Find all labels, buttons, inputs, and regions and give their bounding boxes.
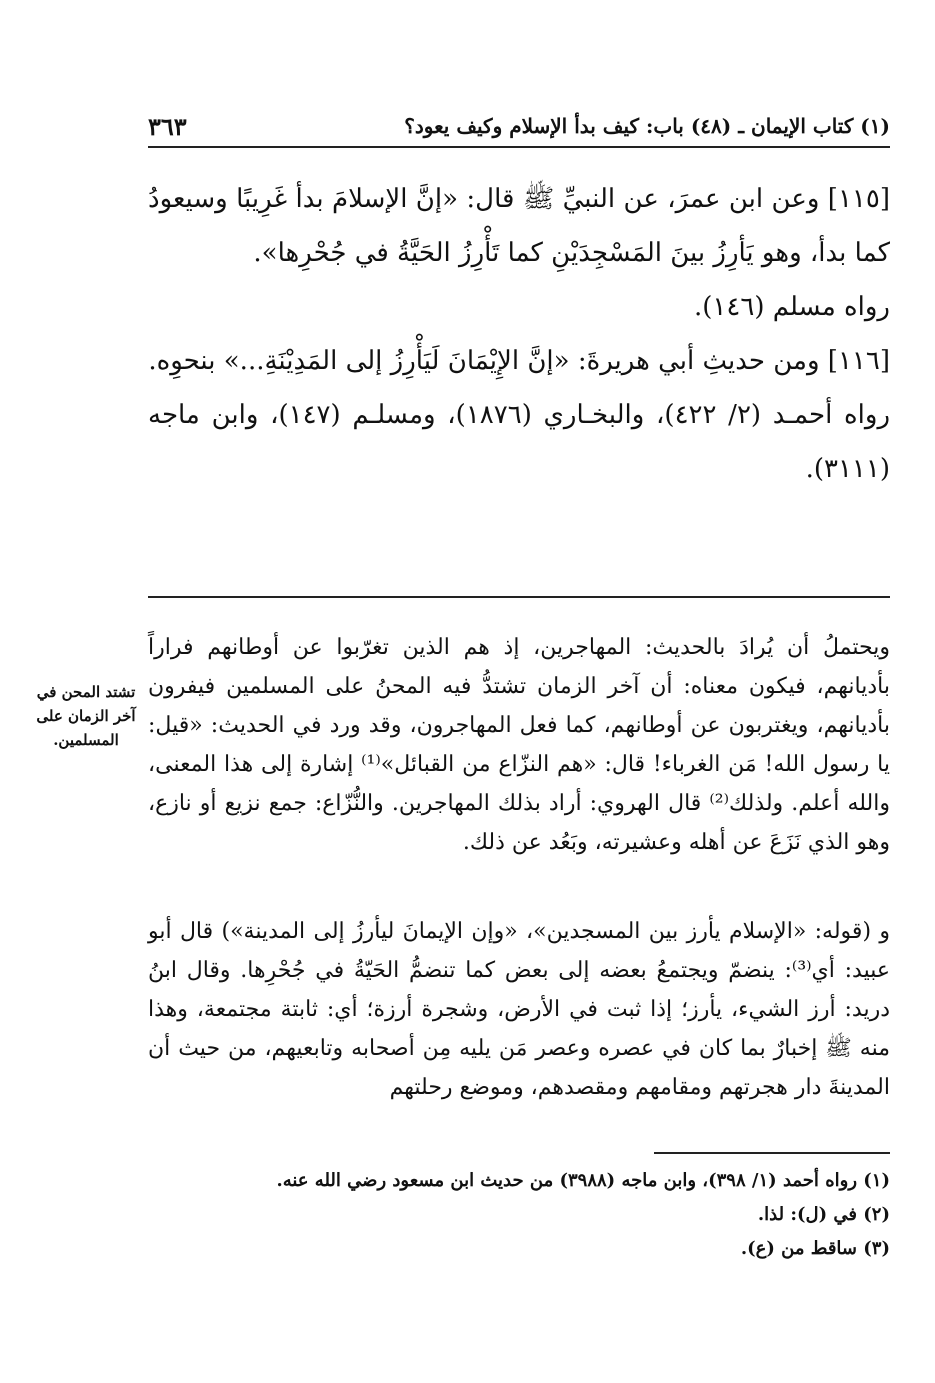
section-divider xyxy=(148,596,890,598)
hadith-section xyxy=(148,172,890,496)
page-number: ٣٦٣ xyxy=(148,112,187,141)
margin-note: تشتد المحن في آخر الزمان على المسلمين. xyxy=(36,683,136,749)
commentary-para-1 xyxy=(148,628,890,862)
commentary-para-2 xyxy=(148,912,890,1107)
header-title: (١) كتاب الإيمان ـ (٤٨) باب: كيف بدأ الإسلام وكيف يعود؟ xyxy=(404,114,890,138)
hadith-115: [١١٥] وعن ابن عمرَ، عن النبيِّ ﷺ قال: «إنَّ الإسلامَ بدأ غَرِيبًا وسيعودُ كما بدأ، وهو يَأرِزُ بينَ المَسْجِدَيْنِ كما تَأْرِزُ الحَيَّةُ في جُحْرِها». xyxy=(148,184,890,268)
footnote-3: (٣) ساقط من (ع). xyxy=(740,1238,890,1259)
commentary-text-2: و (قوله: «الإسلام يأرز بين المسجدين»، «وإن الإيمانَ ليأرزُ إلى المدينة») قال أبو عبيد: أي⁽³⁾: ينضمّ ويجتمعُ بعضه إلى بعض كما تنضمُّ الحَيّةُ في جُحْرِها. وقال ابنُ دريد: أرز الشيء، يأرز؛ إذا ثبت في الأرض، وشجرة أرزة؛ أي: ثابتة مجتمعة، وهذا منه ﷺ إخبارٌ بما كان في عصره وعصر مَن يليه مِن أصحابه وتابعيهم، من حيث أن المدينةَ دار هجرتهم ومقامهم ومقصدهم، وموضع رحلتهم xyxy=(148,919,890,1100)
running-header xyxy=(148,108,890,144)
hadith-116-source: رواه أحمـد (٢/ ٤٢٢)، والبخـاري (١٨٧٦)، ومسلـم (١٤٧)، وابن ماجه (٣١١١). xyxy=(148,400,891,484)
commentary-text-1: ويحتملُ أن يُرادَ بالحديث: المهاجرين، إذ هم الذين تغرّبوا عن أوطانهم فراراً بأديانهم، فيكون معناه: أن آخر الزمان تشتدُّ فيه المحنُ على المسلمين فيفرون بأديانهم، ويغتربون عن أوطانهم، كما فعل المهاجرون، وقد ورد في الحديث: «قيل: يا رسول الله! مَن الغرباء! قال: «هم النزّاع من القبائل»⁽¹⁾ إشارة إلى هذا المعنى، والله أعلم. ولذلك⁽²⁾ قال الهروي: أراد بذلك المهاجرين. والنُّزّاع: جمع نزيع أو نازع، وهو الذي نَزَعَ عن أهله وعشيرته، وبَعُد عن ذلك. xyxy=(148,635,890,855)
footnotes xyxy=(148,1164,890,1266)
footnote-rule xyxy=(654,1152,890,1154)
hadith-116: [١١٦] ومن حديثِ أبي هريرةَ: «إنَّ الإِيْمَانَ لَيَأْرِزُ إلى المَدِيْنَةِ...» بنحوِه. xyxy=(148,346,890,376)
hadith-115-source: رواه مسلم (١٤٦). xyxy=(694,292,890,322)
header-rule xyxy=(148,146,890,148)
footnote-1: (١) رواه أحمد (١/ ٣٩٨)، وابن ماجه (٣٩٨٨) من حديث ابن مسعود رضي الله عنه. xyxy=(276,1170,890,1191)
footnote-2: (٢) في (ل): لذا. xyxy=(757,1204,890,1225)
